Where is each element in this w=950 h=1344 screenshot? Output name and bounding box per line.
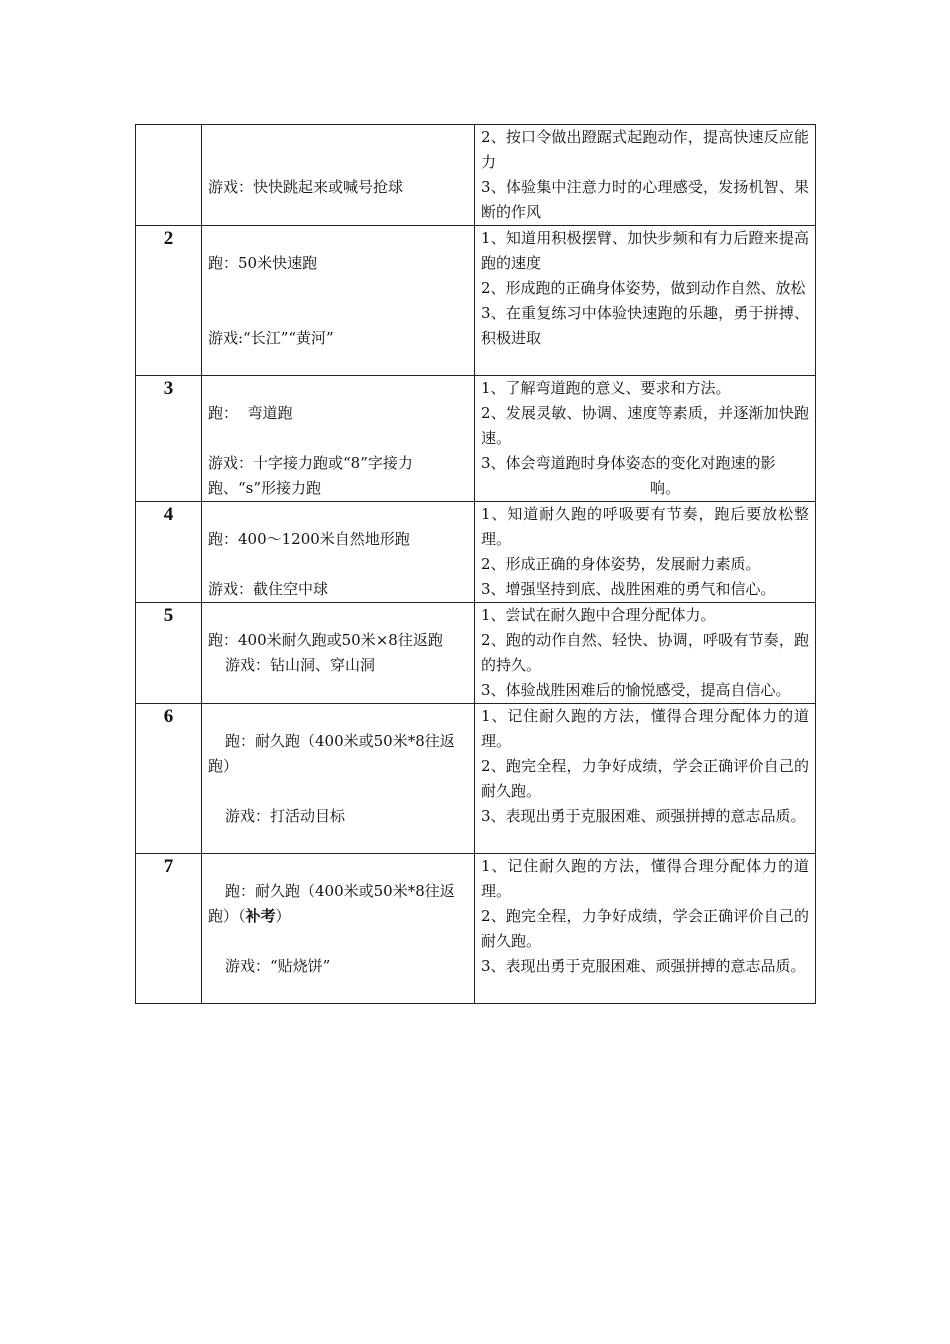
run-text: 跑：400米耐久跑或50米×8往返跑 [208,631,443,649]
run-text: 跑：400～1200米自然地形跑 [208,530,410,548]
table-row [136,226,816,376]
table-row [136,854,816,1004]
lesson-number: 3 [136,376,202,502]
goal-item: 3、体会弯道跑时身体姿态的变化对跑速的影 [481,454,776,472]
lesson-number: 7 [136,854,202,1004]
goal-item: 1、知道耐久跑的呼吸要有节奏，跑后要放松整理。 [481,505,809,548]
lesson-number: 5 [136,603,202,704]
goal-item: 2、形成正确的身体姿势，发展耐力素质。 [481,555,761,573]
goal-item: 1、尝试在耐久跑中合理分配体力。 [481,606,716,624]
lesson-goals-cell [475,704,816,854]
game-text: 游戏：钻山洞、穿山洞 [225,656,376,674]
run-text: 跑： 弯道跑 [208,404,293,422]
lesson-content-cell [202,226,475,376]
goal-item: 2、按口令做出蹬踞式起跑动作，提高快速反应能力 [481,128,809,171]
table-row [136,502,816,603]
run-text: 跑：耐久跑（400米或50米*8往返跑）（ [208,882,455,925]
goal-item: 2、跑完全程，力争好成绩，学会正确评价自己的耐久跑。 [481,757,809,800]
game-text: 游戏：“贴烧饼” [225,957,331,975]
lesson-goals-cell [475,603,816,704]
goal-item: 3、体验集中注意力时的心理感受，发扬机智、果断的作风 [481,178,809,221]
run-text: 跑：50米快速跑 [208,254,318,272]
makeup-exam-label: 补考 [245,907,276,925]
goal-item: 1、记住耐久跑的方法，懂得合理分配体力的道理。 [481,857,809,900]
lesson-goals-cell [475,854,816,1004]
goal-item: 1、了解弯道跑的意义、要求和方法。 [481,379,731,397]
goal-item-continued: 响。 [649,479,680,497]
game-text: 游戏：十字接力跑或“8”字接力跑、“s”形接力跑 [208,454,413,497]
table-row [136,704,816,854]
game-text: 游戏：快快跳起来或喊号抢球 [208,178,404,196]
lesson-content-cell [202,125,475,226]
goal-item: 3、体验战胜困难后的愉悦感受，提高自信心。 [481,681,791,699]
lesson-content-cell [202,502,475,603]
lesson-content-cell [202,854,475,1004]
lesson-number: 4 [136,502,202,603]
game-text: 游戏：截住空中球 [208,580,329,598]
table-row [136,603,816,704]
goal-item: 3、在重复练习中体验快速跑的乐趣，勇于拼搏、积极进取 [481,304,809,347]
run-text-wrap [208,879,468,929]
goal-item: 2、跑的动作自然、轻快、协调，呼吸有节奏，跑的持久。 [481,631,809,674]
lesson-plan-table [135,124,816,1004]
goal-item: 1、记住耐久跑的方法，懂得合理分配体力的道理。 [481,707,809,750]
goal-item: 3、表现出勇于克服困难、顽强拼搏的意志品质。 [481,807,806,825]
run-text: 跑：耐久跑（400米或50米*8往返跑） [208,732,455,775]
lesson-content-cell [202,376,475,502]
goal-item: 2、发展灵敏、协调、速度等素质，并逐渐加快跑速。 [481,404,809,447]
lesson-number [136,125,202,226]
goal-item: 2、形成跑的正确身体姿势，做到动作自然、放松 [481,279,806,297]
goal-item: 3、表现出勇于克服困难、顽强拼搏的意志品质。 [481,957,806,975]
table-row [136,376,816,502]
lesson-content-cell [202,704,475,854]
game-text: 游戏:“长江”“黄河” [208,329,334,347]
run-text-end: ） [275,907,291,925]
goal-item: 2、跑完全程，力争好成绩，学会正确评价自己的耐久跑。 [481,907,809,950]
lesson-goals-cell [475,376,816,502]
lesson-goals-cell [475,125,816,226]
goal-item: 1、知道用积极摆臂、加快步频和有力后蹬来提高跑的速度 [481,229,809,272]
lesson-goals-cell [475,226,816,376]
lesson-number: 6 [136,704,202,854]
table-row [136,125,816,226]
lesson-goals-cell [475,502,816,603]
goal-item: 3、增强坚持到底、战胜困难的勇气和信心。 [481,580,776,598]
game-text: 游戏：打活动目标 [225,807,346,825]
lesson-number: 2 [136,226,202,376]
lesson-content-cell [202,603,475,704]
